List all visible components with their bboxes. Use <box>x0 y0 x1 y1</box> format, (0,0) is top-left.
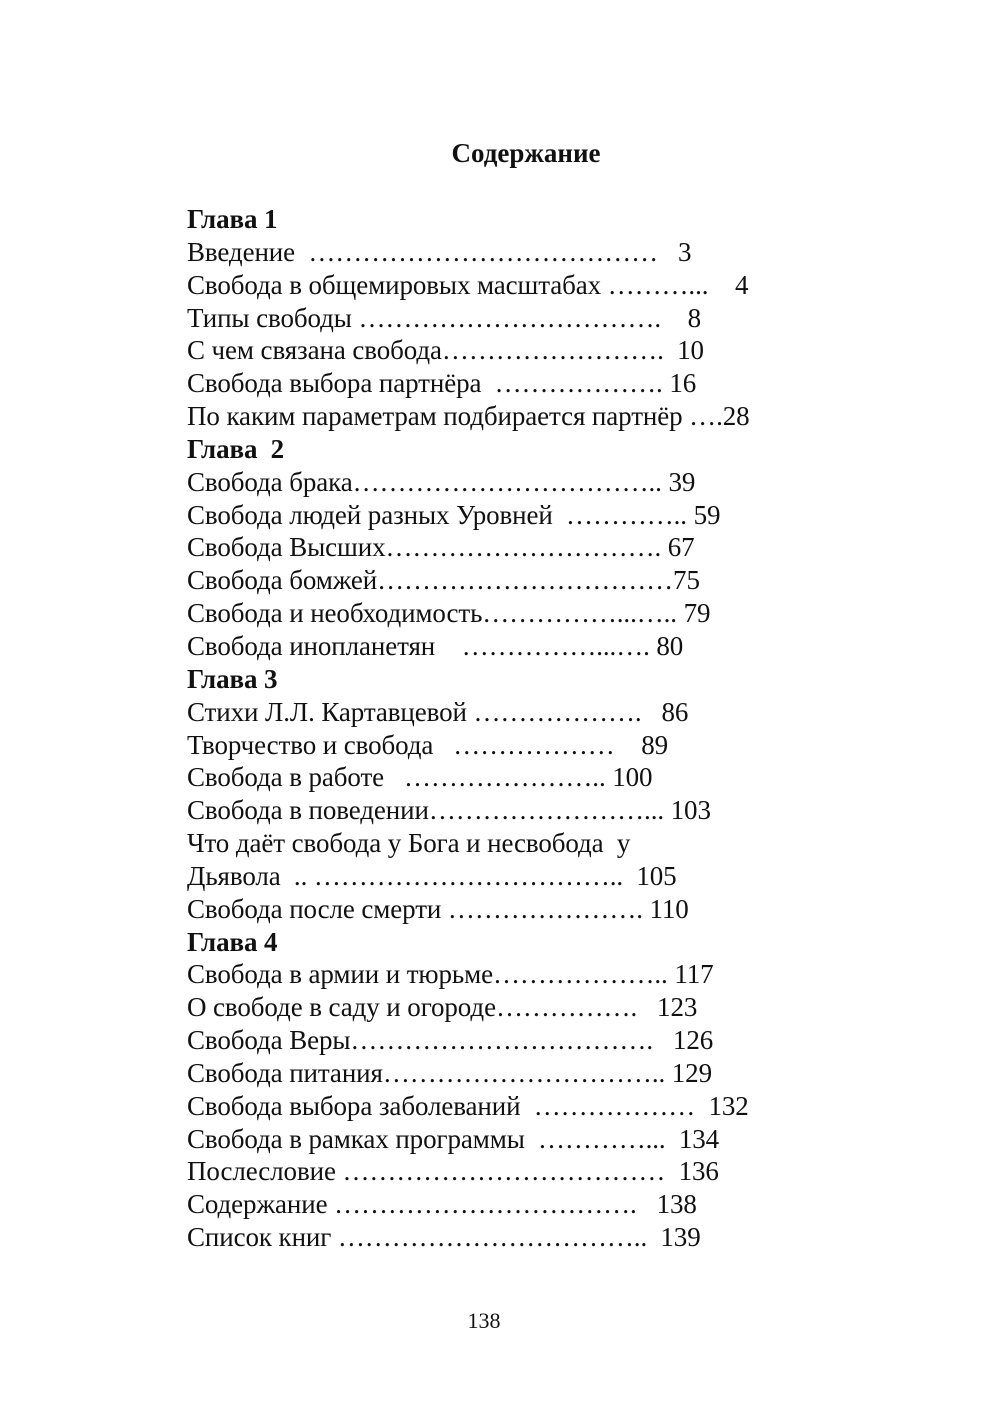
toc-entry: Свобода брака…………………………….. 39 <box>187 466 696 497</box>
toc-entry: Свобода в работе ………………….. 100 <box>187 762 653 793</box>
toc-entry: Содержание ……………………………. 138 <box>187 1189 697 1220</box>
table-of-contents <box>187 203 837 1254</box>
toc-entry: Свобода в общемировых масштабах ………... 4 <box>187 269 749 300</box>
toc-entry: Свобода людей разных Уровней ………….. 59 <box>187 499 721 530</box>
toc-entry: Свобода бомжей……………………………75 <box>187 565 700 596</box>
toc-entry: С чем связана свобода……………………. 10 <box>187 335 704 366</box>
toc-entry: Творчество и свобода ……………… 89 <box>187 729 669 760</box>
chapter-heading-3: Глава 3 <box>187 663 278 694</box>
toc-entry: Свобода выбора партнёра ………………. 16 <box>187 368 697 399</box>
toc-entry: Свобода Высших…………………………. 67 <box>187 532 695 563</box>
toc-entry: Дьявола .. …………………………….. 105 <box>187 860 677 891</box>
toc-entry: Свобода Веры……………………………. 126 <box>187 1025 714 1056</box>
toc-entry: Введение ………………………………… 3 <box>187 236 692 267</box>
chapter-heading-1: Глава 1 <box>187 204 278 234</box>
toc-entry: Свобода питания………………………….. 129 <box>187 1057 712 1088</box>
page-number: 138 <box>467 1308 501 1333</box>
toc-entry: Стихи Л.Л. Картавцевой ………………. 86 <box>187 696 689 727</box>
toc-entry: Свобода инопланетян ……………...…. 80 <box>187 630 684 661</box>
chapter-heading-4: Глава 4 <box>187 926 278 957</box>
toc-entry: Свобода и необходимость……………...….. 79 <box>187 598 711 629</box>
toc-entry: Свобода после смерти …………………. 110 <box>187 893 689 924</box>
toc-entry: Послесловие ……………………………… 136 <box>187 1156 719 1187</box>
toc-entry: По каким параметрам подбирается партнёр ….28 <box>187 401 750 432</box>
toc-entry: Список книг …………………………….. 139 <box>187 1222 701 1253</box>
toc-entry: Свобода в армии и тюрьме……………….. 117 <box>187 959 714 990</box>
toc-entry: О свободе в саду и огороде……………. 123 <box>187 992 698 1023</box>
chapter-heading-2: Глава 2 <box>187 433 285 464</box>
toc-entry: Типы свободы ……………………………. 8 <box>187 302 701 333</box>
toc-entry: Свобода в поведении……………………... 103 <box>187 795 711 826</box>
page-title: Содержание <box>451 138 601 168</box>
toc-entry: Свобода выбора заболеваний ……………… 132 <box>187 1090 749 1121</box>
toc-entry: Свобода в рамках программы …………... 134 <box>187 1123 720 1154</box>
toc-entry: Что даёт свобода у Бога и несвобода у <box>187 828 631 859</box>
